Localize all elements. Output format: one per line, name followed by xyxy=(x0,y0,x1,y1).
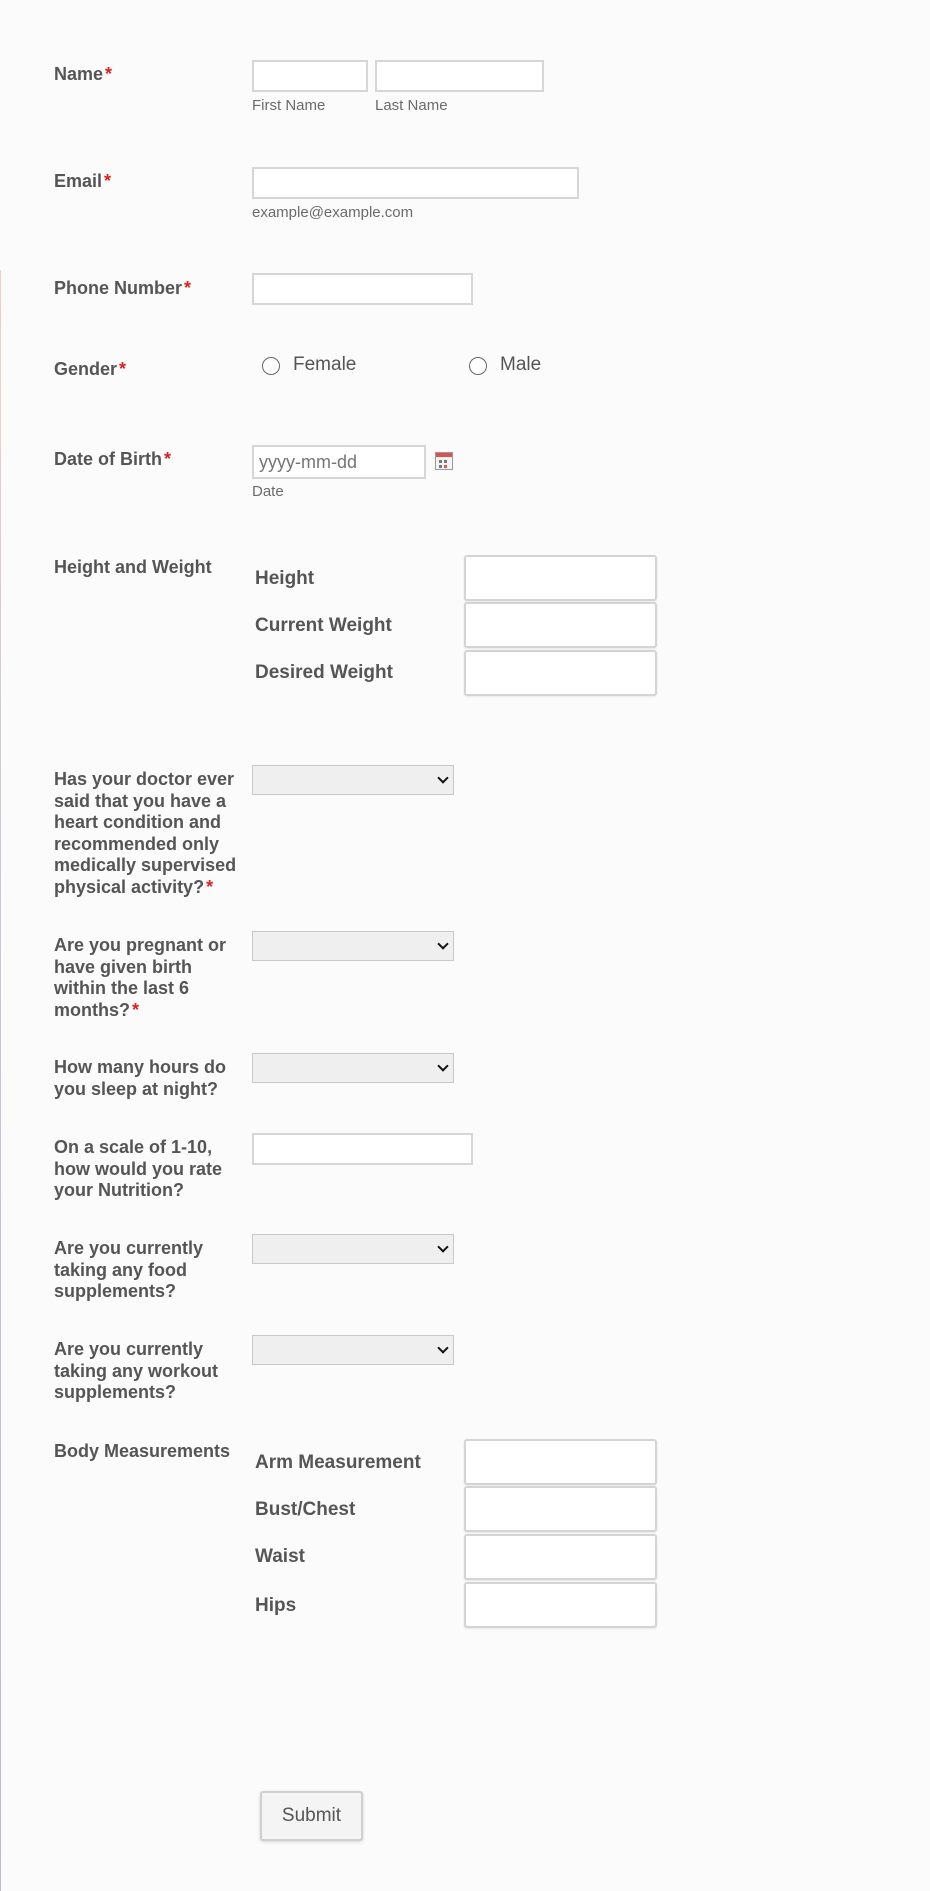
bust-chest-input[interactable] xyxy=(464,1486,657,1532)
sleep-label: How many hours do you sleep at night? xyxy=(54,1057,227,1099)
gender-male-radio[interactable] xyxy=(469,357,487,375)
sleep-select[interactable] xyxy=(252,1053,454,1083)
body-measurements-label: Body Measurements xyxy=(54,1441,231,1461)
desired-weight-label: Desired Weight xyxy=(255,662,393,683)
gender-female-label[interactable]: Female xyxy=(293,354,357,375)
height-weight-label: Height and Weight xyxy=(54,557,212,577)
food-supplements-label: Are you currently taking any food supplements? xyxy=(54,1238,204,1301)
name-label: Name * xyxy=(54,64,113,84)
first-name-sublabel: First Name xyxy=(252,97,326,114)
chevron-down-icon xyxy=(437,1342,448,1353)
submit-button[interactable]: Submit xyxy=(260,1791,363,1841)
chevron-down-icon xyxy=(437,772,448,783)
page-edge-line xyxy=(0,270,1,1891)
desired-weight-input[interactable] xyxy=(464,650,657,696)
gender-male-label[interactable]: Male xyxy=(500,354,542,375)
waist-input[interactable] xyxy=(464,1534,657,1580)
last-name-input[interactable] xyxy=(375,60,544,92)
pregnant-select[interactable] xyxy=(252,931,454,961)
heart-condition-select[interactable] xyxy=(252,765,454,795)
phone-label: Phone Number * xyxy=(54,278,192,298)
gender-female-radio[interactable] xyxy=(262,357,280,375)
email-sublabel: example@example.com xyxy=(252,204,414,221)
hips-label: Hips xyxy=(255,1595,297,1616)
dob-sublabel: Date xyxy=(252,483,284,500)
last-name-sublabel: Last Name xyxy=(375,97,448,114)
pregnant-label: Are you pregnant or have given birth within the last 6 months? * xyxy=(54,935,227,1020)
hips-input[interactable] xyxy=(464,1582,657,1628)
phone-input[interactable] xyxy=(252,273,473,305)
dob-input[interactable] xyxy=(252,445,426,479)
calendar-icon[interactable] xyxy=(435,452,453,470)
food-supplements-select[interactable] xyxy=(252,1234,454,1264)
current-weight-label: Current Weight xyxy=(255,615,392,636)
workout-supplements-label: Are you currently taking any workout supplements? xyxy=(54,1339,219,1402)
email-input[interactable] xyxy=(252,167,579,199)
current-weight-input[interactable] xyxy=(464,602,657,648)
arm-measurement-label: Arm Measurement xyxy=(255,1452,421,1473)
first-name-input[interactable] xyxy=(252,60,368,92)
nutrition-label: On a scale of 1-10, how would you rate your Nutrition? xyxy=(54,1137,223,1200)
height-input[interactable] xyxy=(464,555,657,601)
nutrition-input[interactable] xyxy=(252,1133,473,1165)
email-label: Email * xyxy=(54,171,112,191)
bust-chest-label: Bust/Chest xyxy=(255,1499,356,1520)
heart-condition-label: Has your doctor ever said that you have a heart condition and recommended only medically supervised physical activity? * xyxy=(54,769,237,897)
arm-measurement-input[interactable] xyxy=(464,1439,657,1485)
waist-label: Waist xyxy=(255,1546,305,1567)
chevron-down-icon xyxy=(437,938,448,949)
workout-supplements-select[interactable] xyxy=(252,1335,454,1365)
gender-label: Gender * xyxy=(54,359,127,379)
chevron-down-icon xyxy=(437,1241,448,1252)
chevron-down-icon xyxy=(437,1060,448,1071)
dob-label: Date of Birth * xyxy=(54,449,172,469)
height-label: Height xyxy=(255,568,315,589)
